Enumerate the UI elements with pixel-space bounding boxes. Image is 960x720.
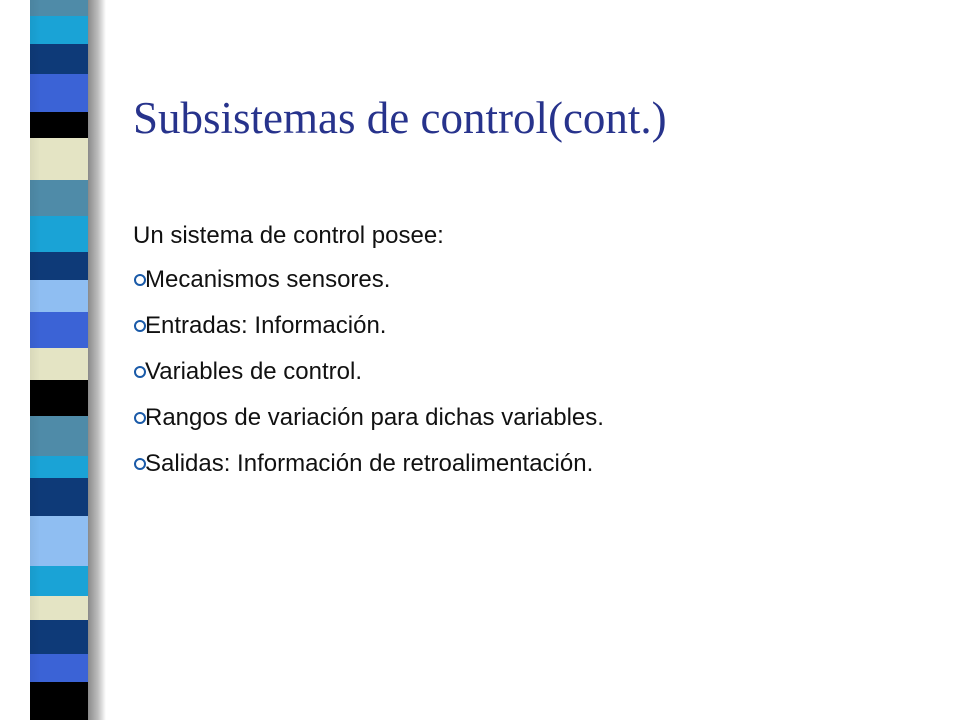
bullet-text: Mecanismos sensores. bbox=[145, 266, 391, 293]
intro-text: Un sistema de control posee: bbox=[133, 222, 444, 249]
bullet-text: Rangos de variación para dichas variables. bbox=[145, 404, 604, 431]
bar-shadow bbox=[88, 0, 106, 720]
decorative-side-bar bbox=[0, 0, 106, 720]
bullet-text: Salidas: Información de retroalimentación. bbox=[145, 450, 594, 477]
slide-title: Subsistemas de control(cont.) bbox=[133, 93, 667, 143]
bullet-text: Entradas: Información. bbox=[145, 312, 387, 339]
bullet-text: Variables de control. bbox=[145, 358, 363, 385]
